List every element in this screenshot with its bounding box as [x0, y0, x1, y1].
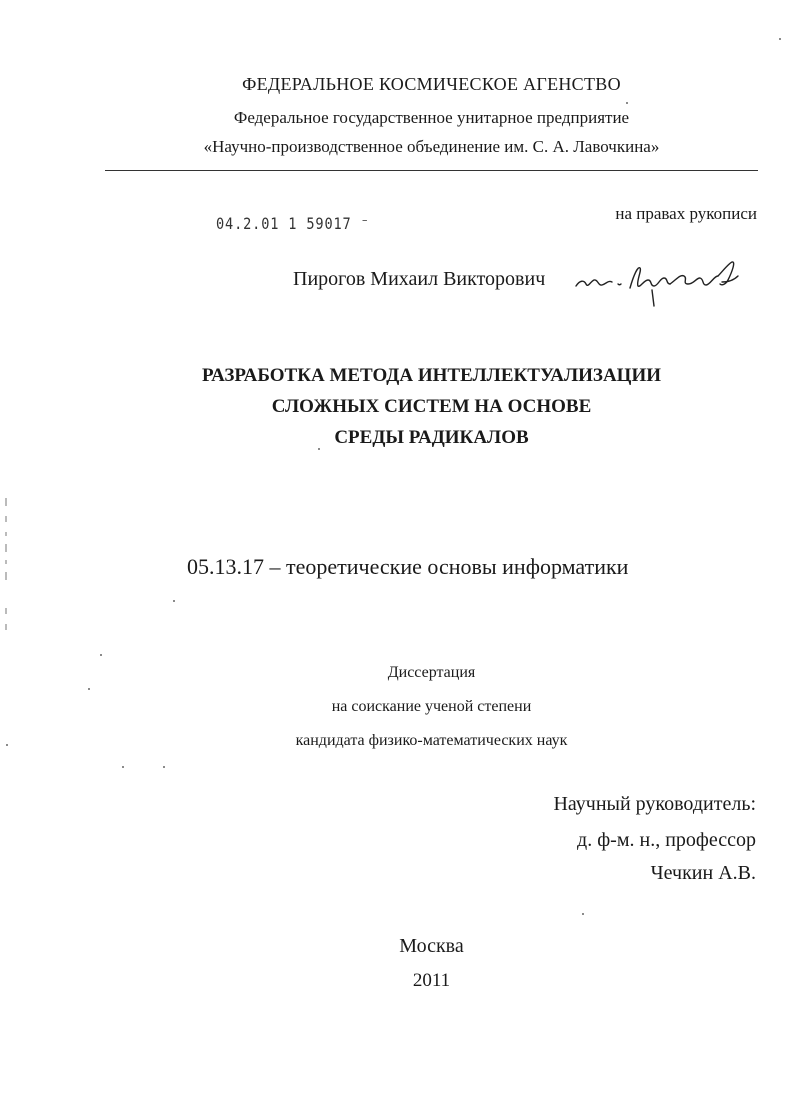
supervisor-name: Чечкин А.В. [650, 862, 756, 884]
scan-speck [122, 766, 124, 768]
year: 2011 [412, 970, 451, 991]
dissertation-degree: кандидата физико-математических наук [295, 732, 568, 749]
scan-speck [318, 448, 320, 450]
scan-speck [163, 766, 165, 768]
title-line-1: РАЗРАБОТКА МЕТОДА ИНТЕЛЛЕКТУАЛИЗАЦИИ [201, 365, 662, 386]
enterprise-type: Федеральное государственное унитарное предприятие [233, 108, 630, 127]
scan-speck [626, 102, 628, 104]
author-name: Пирогов Михаил Викторович [293, 268, 546, 290]
title-line-2: СЛОЖНЫХ СИСТЕМ НА ОСНОВЕ [271, 396, 592, 417]
scan-speck [88, 688, 90, 690]
supervisor-degree: д. ф-м. н., профессор [577, 829, 756, 851]
association-name: «Научно-производственное объединение им. С. А. Лавочкина» [203, 137, 660, 156]
city: Москва [399, 935, 464, 957]
dissertation-purpose: на соискание ученой степени [331, 698, 532, 715]
header-divider [105, 170, 758, 171]
scan-speck [582, 913, 584, 915]
scan-edge-marks [3, 498, 9, 638]
agency-name: ФЕДЕРАЛЬНОЕ КОСМИЧЕСКОЕ АГЕНСТВО [242, 74, 621, 94]
dissertation-type: Диссертация [387, 664, 476, 681]
scan-speck [779, 38, 781, 40]
title-line-3: СРЕДЫ РАДИКАЛОВ [334, 427, 529, 448]
registration-stamp: 04.2.01 1 59017 ⁻ [216, 214, 370, 233]
manuscript-rights-note: на правах рукописи [615, 204, 757, 223]
scan-speck [6, 744, 8, 746]
supervisor-label: Научный руководитель: [553, 793, 756, 815]
scan-speck [173, 600, 175, 602]
signature-icon [572, 252, 752, 312]
scan-speck [100, 654, 102, 656]
specialty-code: 05.13.17 – теоретические основы информатики [187, 554, 629, 579]
